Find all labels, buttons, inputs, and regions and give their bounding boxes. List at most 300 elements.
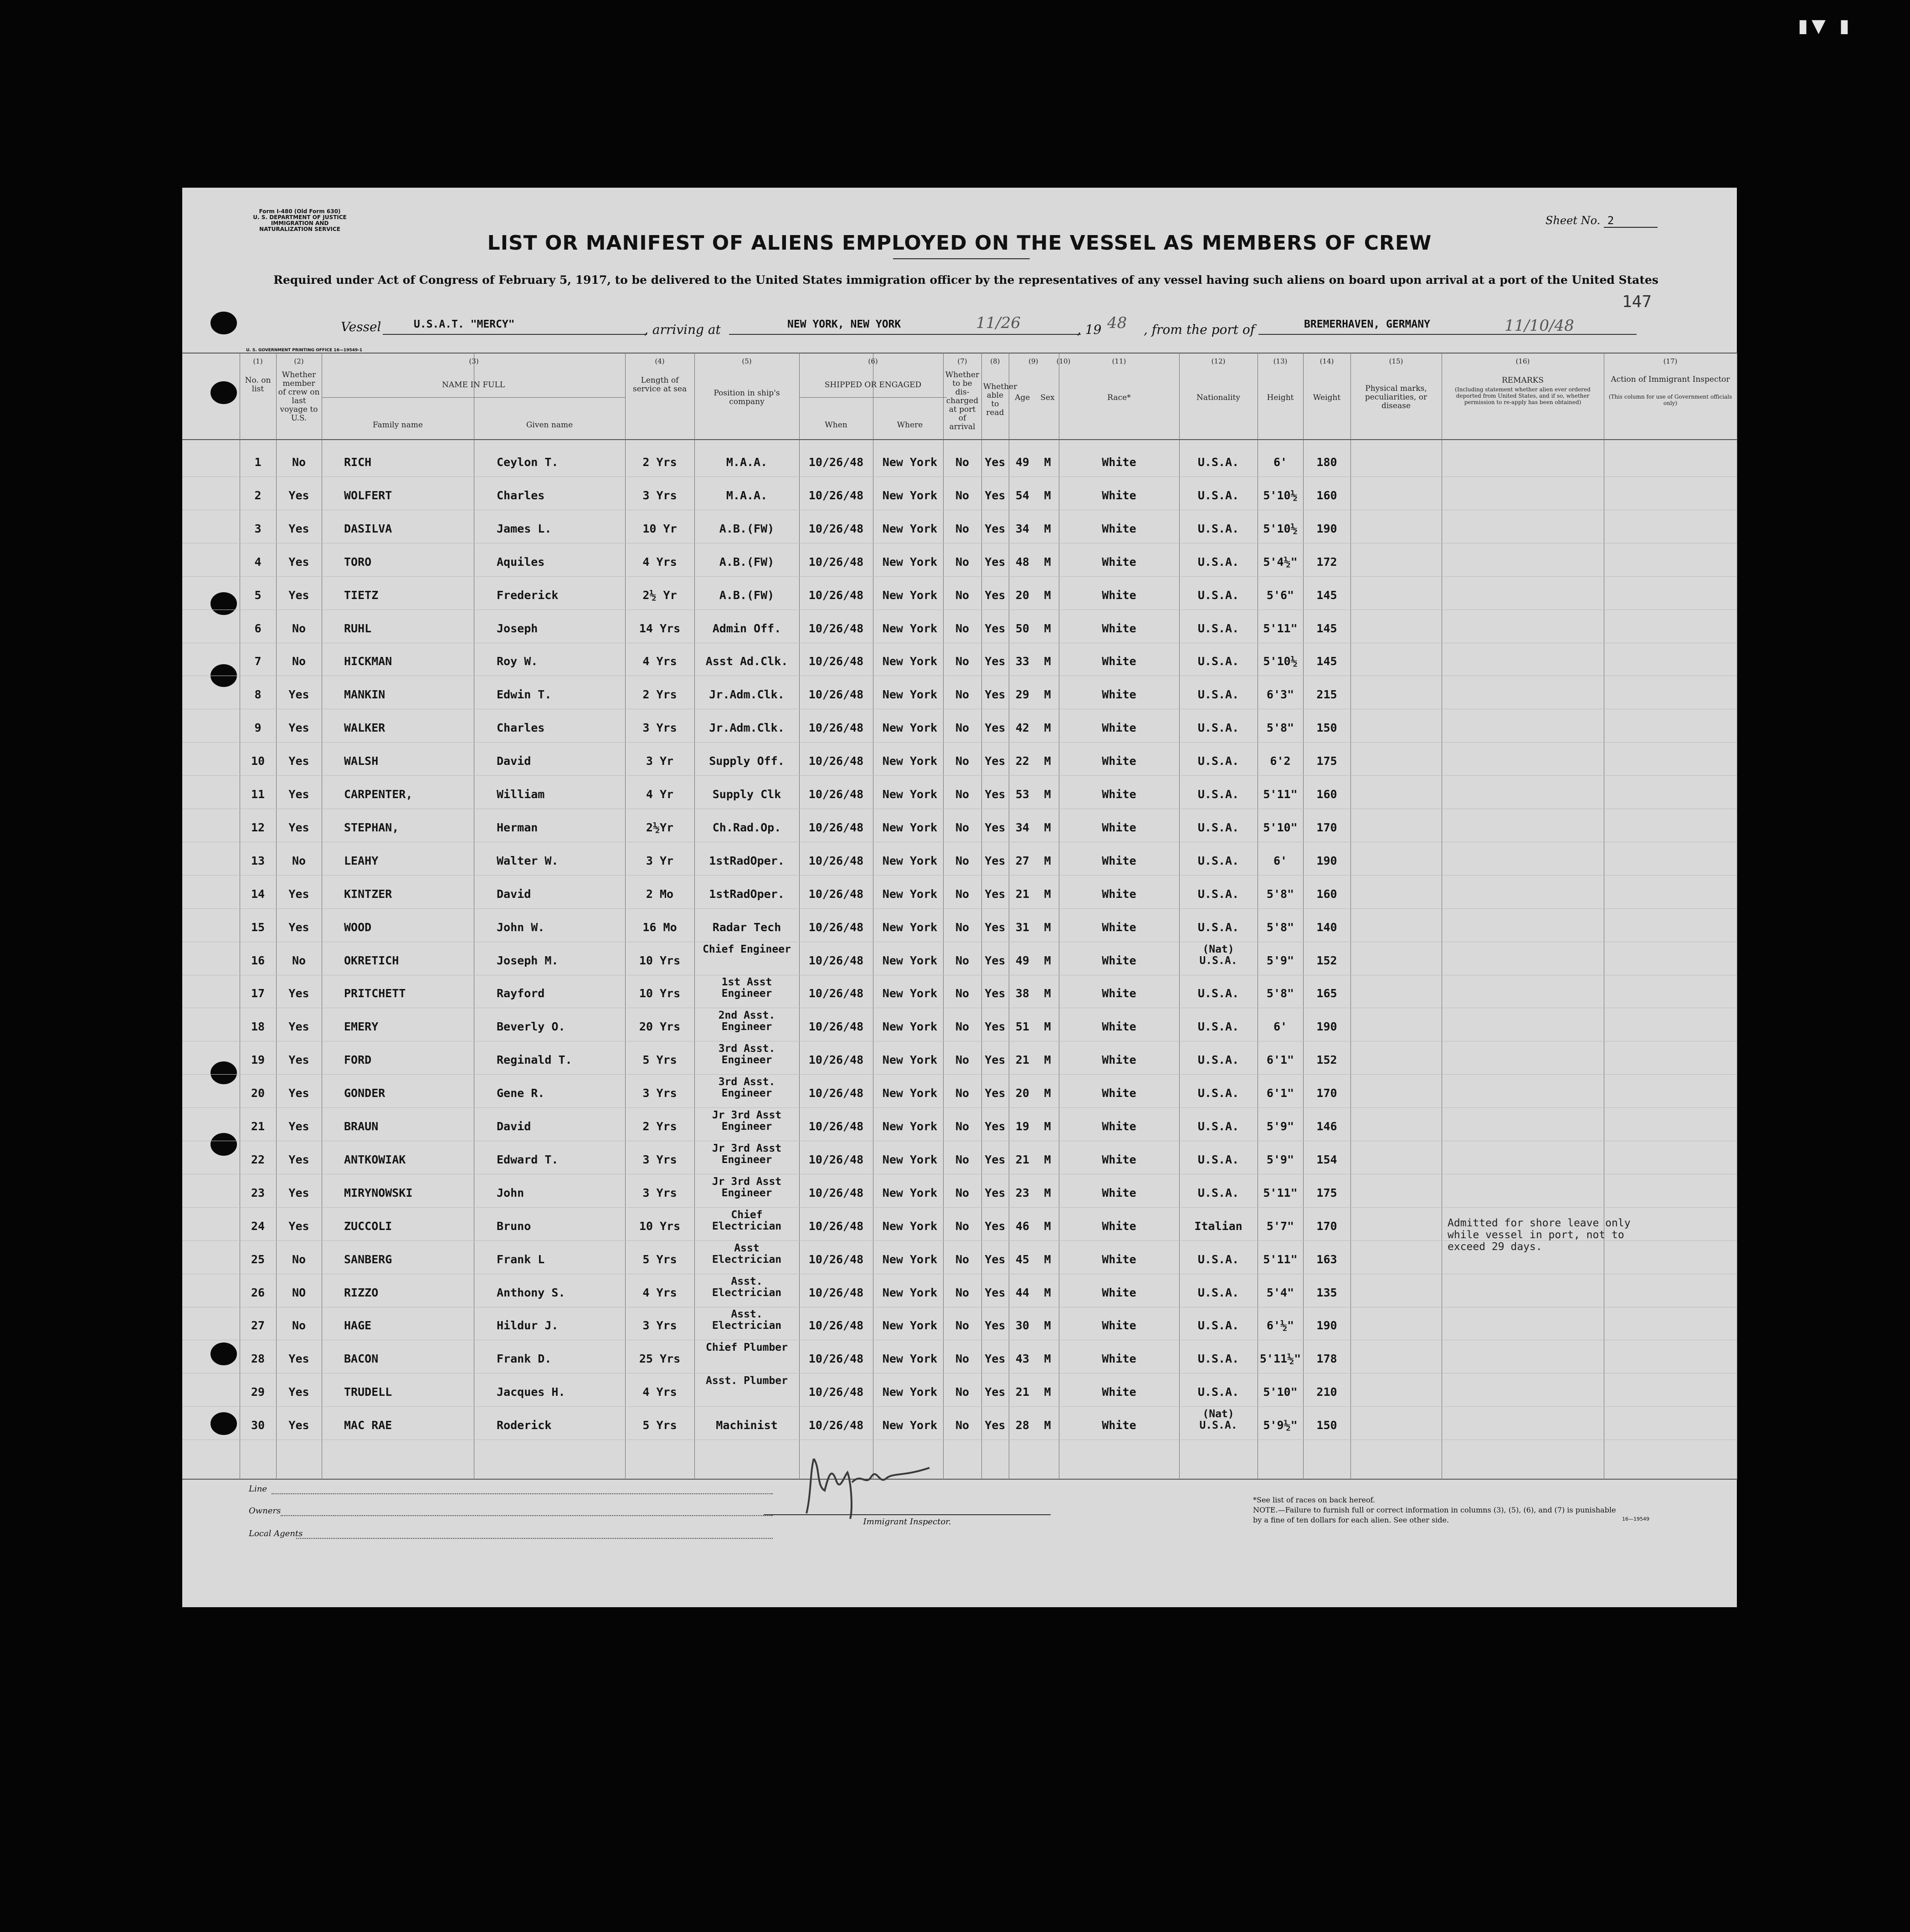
header-name-in-full: NAME IN FULL [442,380,505,389]
cell-sex: M [1044,1419,1051,1432]
cell-sex: M [1044,555,1051,569]
cell-position: Asst Electrician [712,1242,782,1266]
cell-read: Yes [985,1253,1006,1266]
cell-race: White [1102,1186,1136,1199]
cell-family: RICH [344,456,372,469]
column-number: (16) [1515,357,1530,365]
cell-position: 1st Asst Engineer [721,976,772,999]
cell-where: New York [882,1286,938,1299]
cell-when: 10/26/48 [808,821,864,834]
cell-nationality: U.S.A. [1197,1020,1239,1033]
cell-weight: 160 [1316,788,1337,801]
header-age: Age [1015,393,1030,402]
column-number: (15) [1389,357,1403,365]
cell-read: Yes [985,987,1006,1000]
cell-no: 4 [254,555,262,569]
cell-age: 20 [1015,1086,1030,1100]
cell-when: 10/26/48 [808,522,864,535]
column-rule [1350,353,1351,1480]
column-number: (9) [1028,357,1038,365]
cell-when: 10/26/48 [808,555,864,569]
line-field [272,1493,773,1494]
cell-height: 5'9" [1266,954,1294,967]
cell-age: 21 [1015,1053,1030,1066]
cell-service: 2½Yr [646,821,674,834]
column-number: (4) [655,357,665,365]
cell-given: Anthony S. [497,1286,565,1299]
cell-weight: 170 [1316,821,1337,834]
cell-weight: 154 [1316,1153,1337,1166]
cell-height: 5'11" [1263,1186,1298,1199]
cell-given: Herman [497,821,538,834]
row-rule [182,908,1737,909]
cell-service: 3 Yrs [642,489,677,502]
cell-age: 49 [1015,456,1030,469]
cell-position: A.B.(FW) [719,589,775,602]
cell-race: White [1102,1086,1136,1100]
cell-position: 3rd Asst. Engineer [718,1043,775,1066]
cell-no: 27 [251,1319,265,1332]
cell-discharged: No [955,954,970,967]
cell-weight: 145 [1316,589,1337,602]
service: IMMIGRATION AND NATURALIZATION SERVICE [259,220,340,232]
cell-family: ZUCCOLI [344,1220,392,1233]
cell-height: 5'4½" [1263,555,1298,569]
column-rule [276,353,277,1480]
header-shipped: SHIPPED OR ENGAGED [824,380,922,389]
cell-race: White [1102,854,1136,867]
footer-note [1253,1495,1617,1525]
cell-when: 10/26/48 [808,1319,864,1332]
cell-no: 1 [254,456,262,469]
cell-read: Yes [985,489,1006,502]
cell-no: 13 [251,854,265,867]
cell-no: 30 [251,1419,265,1432]
cell-service: 2½ Yr [642,589,677,602]
cell-given: John [497,1186,524,1199]
cell-weight: 215 [1316,688,1337,701]
cell-when: 10/26/48 [808,589,864,602]
cell-weight: 152 [1316,1053,1337,1066]
cell-position: 1stRadOper. [709,854,785,867]
cell-no: 24 [251,1220,265,1233]
cell-sex: M [1044,1020,1051,1033]
column-rule [694,353,695,1480]
owners-field [281,1515,773,1516]
cell-nationality: U.S.A. [1197,1352,1239,1365]
cell-when: 10/26/48 [808,1220,864,1233]
cell-where: New York [882,954,938,967]
cell-weight: 190 [1316,522,1337,535]
cell-race: White [1102,721,1136,734]
cell-family: BRAUN [344,1120,379,1133]
cell-height: 5'10½ [1263,655,1298,668]
cell-age: 53 [1015,788,1030,801]
cell-race: White [1102,788,1136,801]
cell-service: 2 Mo [646,887,674,901]
cell-given: Gene R. [497,1086,545,1100]
cell-sex: M [1044,1153,1051,1166]
cell-race: White [1102,655,1136,668]
column-rule [1303,353,1304,1480]
cell-sex: M [1044,688,1051,701]
cell-race: White [1102,522,1136,535]
cell-service: 3 Yrs [642,1319,677,1332]
cell-age: 38 [1015,987,1030,1000]
cell-when: 10/26/48 [808,1153,864,1166]
cell-member: No [292,854,306,867]
cell-service: 4 Yrs [642,1385,677,1399]
cell-sex: M [1044,1086,1051,1100]
header-race: Race* [1107,393,1131,402]
column-number: (6) [868,357,878,365]
from-port-underline [1258,334,1637,335]
cell-no: 9 [254,721,262,734]
cell-when: 10/26/48 [808,1186,864,1199]
cell-service: 5 Yrs [642,1253,677,1266]
cell-height: 5'9½" [1263,1419,1298,1432]
cell-discharged: No [955,622,970,635]
cell-discharged: No [955,1086,970,1100]
cell-given: Beverly O. [497,1020,565,1033]
cell-family: EMERY [344,1020,379,1033]
cell-age: 21 [1015,1385,1030,1399]
column-number: (10) [1056,357,1071,365]
cell-no: 20 [251,1086,265,1100]
cell-nationality: U.S.A. [1197,1053,1239,1066]
cell-sex: M [1044,1053,1051,1066]
cell-sex: M [1044,987,1051,1000]
cell-when: 10/26/48 [808,954,864,967]
header-when: When [825,420,847,430]
arriving-underline [729,334,1081,335]
cell-no: 19 [251,1053,265,1066]
cell-family: MIRYNOWSKI [344,1186,413,1199]
column-number: (11) [1112,357,1126,365]
cell-member: Yes [288,721,309,734]
cell-read: Yes [985,1319,1006,1332]
cell-age: 30 [1015,1319,1030,1332]
cell-read: Yes [985,1020,1006,1033]
cell-weight: 165 [1316,987,1337,1000]
row-rule [182,1406,1737,1407]
form-identifier [245,209,354,232]
header-action-note: (This column for use of Government officials only) [1608,394,1732,406]
cell-member: No [292,1319,306,1332]
cell-when: 10/26/48 [808,1086,864,1100]
header-where: Where [897,420,923,430]
cell-no: 3 [254,522,262,535]
cell-discharged: No [955,921,970,934]
cell-age: 42 [1015,721,1030,734]
page-subtitle: Required under Act of Congress of February 5, 1917, to be delivered to the United States immigration officer by the representatives of any vessel having such aliens on board upon arrival at a port of the United States [273,273,1658,287]
cell-no: 22 [251,1153,265,1166]
cell-where: New York [882,887,938,901]
cell-position: Radar Tech [712,921,781,934]
cell-service: 10 Yrs [639,987,681,1000]
cell-discharged: No [955,688,970,701]
header-nationality: Nationality [1196,393,1240,402]
cell-member: Yes [288,1120,309,1133]
cell-service: 5 Yrs [642,1419,677,1432]
cell-nationality: (Nat) U.S.A. [1199,1408,1237,1431]
cell-given: John W. [497,921,545,934]
cell-nationality: U.S.A. [1197,1086,1239,1100]
cell-where: New York [882,688,938,701]
cell-race: White [1102,1419,1136,1432]
cell-service: 4 Yr [646,788,674,801]
cell-discharged: No [955,1286,970,1299]
cell-position: A.B.(FW) [719,522,775,535]
cell-position: Jr 3rd Asst Engineer [712,1176,782,1199]
cell-race: White [1102,622,1136,635]
cell-height: 5'11" [1263,622,1298,635]
cell-discharged: No [955,1020,970,1033]
cell-height: 5'11" [1263,1253,1298,1266]
cell-race: White [1102,754,1136,768]
cell-service: 2 Yrs [642,1120,677,1133]
cell-family: DASILVA [344,522,392,535]
cell-weight: 190 [1316,1319,1337,1332]
cell-given: Joseph [497,622,538,635]
column-number: (5) [742,357,752,365]
cell-position: Chief Electrician [712,1209,782,1232]
cell-position: 2nd Asst. Engineer [718,1010,775,1033]
cell-height: 6' [1273,1020,1288,1033]
cell-race: White [1102,589,1136,602]
header-given-name: Given name [526,420,573,430]
cell-age: 20 [1015,589,1030,602]
header-weight: Weight [1313,393,1341,402]
cell-given: Roy W. [497,655,538,668]
cell-no: 17 [251,987,265,1000]
cell-discharged: No [955,788,970,801]
cell-no: 14 [251,887,265,901]
cell-height: 5'11" [1263,788,1298,801]
cell-member: Yes [288,788,309,801]
column-number: (17) [1663,357,1678,365]
cell-age: 21 [1015,1153,1030,1166]
header-discharged: Whether to be dis-charged at port of arrival [945,370,980,431]
cell-no: 7 [254,655,262,668]
cell-position: Asst. Plumber [705,1375,788,1387]
cell-height: 6'1" [1266,1053,1294,1066]
cell-race: White [1102,489,1136,502]
line-label: Line [249,1484,267,1494]
column-number: (13) [1273,357,1288,365]
cell-nationality: U.S.A. [1197,456,1239,469]
cell-when: 10/26/48 [808,456,864,469]
cell-where: New York [882,721,938,734]
cell-nationality: U.S.A. [1197,1120,1239,1133]
column-rule [625,353,626,1480]
cell-family: TIETZ [344,589,379,602]
cell-weight: 172 [1316,555,1337,569]
cell-height: 6'½" [1266,1319,1294,1332]
cell-when: 10/26/48 [808,854,864,867]
cell-where: New York [882,754,938,768]
cell-given: Edward T. [497,1153,559,1166]
cell-given: David [497,754,531,768]
cell-member: No [292,655,306,668]
row-rule [182,576,1737,577]
row-rule [182,775,1737,776]
cell-where: New York [882,1020,938,1033]
cell-service: 14 Yrs [639,622,681,635]
cell-sex: M [1044,887,1051,901]
cell-height: 5'9" [1266,1120,1294,1133]
cell-discharged: No [955,1385,970,1399]
cell-family: KINTZER [344,887,392,901]
cell-read: Yes [985,589,1006,602]
cell-member: Yes [288,1053,309,1066]
cell-weight: 163 [1316,1253,1337,1266]
cell-service: 3 Yrs [642,721,677,734]
cell-member: NO [292,1286,306,1299]
cell-no: 15 [251,921,265,934]
cell-family: GONDER [344,1086,385,1100]
cell-where: New York [882,921,938,934]
cell-member: Yes [288,1419,309,1432]
cell-family: TRUDELL [344,1385,392,1399]
cell-age: 33 [1015,655,1030,668]
cell-when: 10/26/48 [808,489,864,502]
cell-where: New York [882,1385,938,1399]
column-number: (7) [957,357,967,365]
cell-no: 10 [251,754,265,768]
cell-age: 46 [1015,1220,1030,1233]
cell-height: 6'3" [1266,688,1294,701]
cell-read: Yes [985,821,1006,834]
cell-race: White [1102,1220,1136,1233]
cell-position: Supply Clk [712,788,781,801]
cell-sex: M [1044,655,1051,668]
vessel-name: U.S.A.T. "MERCY" [414,318,515,330]
cell-age: 34 [1015,821,1030,834]
column-number: (1) [253,357,263,365]
cell-sex: M [1044,1186,1051,1199]
cell-race: White [1102,954,1136,967]
cell-member: Yes [288,921,309,934]
cell-where: New York [882,589,938,602]
header-family-name: Family name [372,420,423,430]
cell-given: Aquiles [497,555,545,569]
column-number: (3) [469,357,479,365]
form-code: 16—19549 [1622,1516,1649,1522]
cell-nationality: U.S.A. [1197,688,1239,701]
cell-age: 50 [1015,622,1030,635]
cell-race: White [1102,1286,1136,1299]
cell-no: 5 [254,589,262,602]
cell-when: 10/26/48 [808,754,864,768]
cell-member: Yes [288,987,309,1000]
cell-member: No [292,1253,306,1266]
cell-weight: 178 [1316,1352,1337,1365]
cell-position: Jr 3rd Asst Engineer [712,1109,782,1133]
cell-service: 4 Yrs [642,655,677,668]
cell-given: Rayford [497,987,545,1000]
cell-nationality: U.S.A. [1197,854,1239,867]
cell-sex: M [1044,522,1051,535]
cell-read: Yes [985,522,1006,535]
cell-when: 10/26/48 [808,1352,864,1365]
cell-read: Yes [985,1086,1006,1100]
cell-position: Chief Engineer [703,943,791,955]
cell-where: New York [882,1220,938,1233]
cell-where: New York [882,1086,938,1100]
row-rule [182,742,1737,743]
header-remarks-note: (Including statement whether alien ever ordered deported from United States, and if so, whether permission to re-apply has been obtained) [1455,386,1591,405]
local-agents-field [296,1538,773,1539]
cell-nationality: U.S.A. [1197,921,1239,934]
cell-given: Jacques H. [497,1385,565,1399]
cell-read: Yes [985,1220,1006,1233]
cell-given: Reginald T. [497,1053,572,1066]
cell-height: 5'10" [1263,1385,1298,1399]
cell-age: 19 [1015,1120,1030,1133]
cell-age: 54 [1015,489,1030,502]
cell-discharged: No [955,821,970,834]
cell-family: FORD [344,1053,372,1066]
cell-nationality: U.S.A. [1197,589,1239,602]
inspector-line [764,1514,1051,1515]
cell-service: 10 Yrs [639,954,681,967]
departure-date: 11/10/48 [1504,317,1574,335]
cell-service: 2 Yrs [642,456,677,469]
cell-nationality: U.S.A. [1197,821,1239,834]
cell-where: New York [882,522,938,535]
cell-where: New York [882,987,938,1000]
from-port: BREMERHAVEN, GERMANY [1304,318,1430,330]
name-header-rule [322,397,625,398]
cell-age: 23 [1015,1186,1030,1199]
column-number: (12) [1211,357,1226,365]
cell-given: David [497,1120,531,1133]
cell-nationality: U.S.A. [1197,1253,1239,1266]
column-rule [943,353,944,1480]
department: U. S. DEPARTMENT OF JUSTICE [253,214,347,220]
cell-sex: M [1044,1385,1051,1399]
cell-member: No [292,954,306,967]
cell-member: Yes [288,522,309,535]
cell-read: Yes [985,1153,1006,1166]
cell-read: Yes [985,954,1006,967]
header-member-last-voyage: Whether member of crew on last voyage to U.S. [278,370,320,423]
cell-weight: 170 [1316,1086,1337,1100]
cell-where: New York [882,1120,938,1133]
cell-sex: M [1044,1286,1051,1299]
cell-family: RIZZO [344,1286,379,1299]
cell-given: Charles [497,489,545,502]
sheet-number-label: Sheet No. [1545,214,1601,227]
cell-position: M.A.A. [726,489,768,502]
cell-family: HICKMAN [344,655,392,668]
cell-nationality: U.S.A. [1197,788,1239,801]
vessel-underline [383,334,647,335]
cell-sex: M [1044,1352,1051,1365]
cell-race: White [1102,1153,1136,1166]
cell-height: 5'8" [1266,887,1294,901]
cell-when: 10/26/48 [808,987,864,1000]
cell-no: 8 [254,688,262,701]
cell-member: Yes [288,688,309,701]
cell-family: MANKIN [344,688,385,701]
printer-note: U. S. GOVERNMENT PRINTING OFFICE 16—19549-1 [246,348,363,353]
cell-read: Yes [985,1053,1006,1066]
cell-given: Hildur J. [497,1319,559,1332]
cell-weight: 146 [1316,1120,1337,1133]
cell-height: 5'9" [1266,1153,1294,1166]
